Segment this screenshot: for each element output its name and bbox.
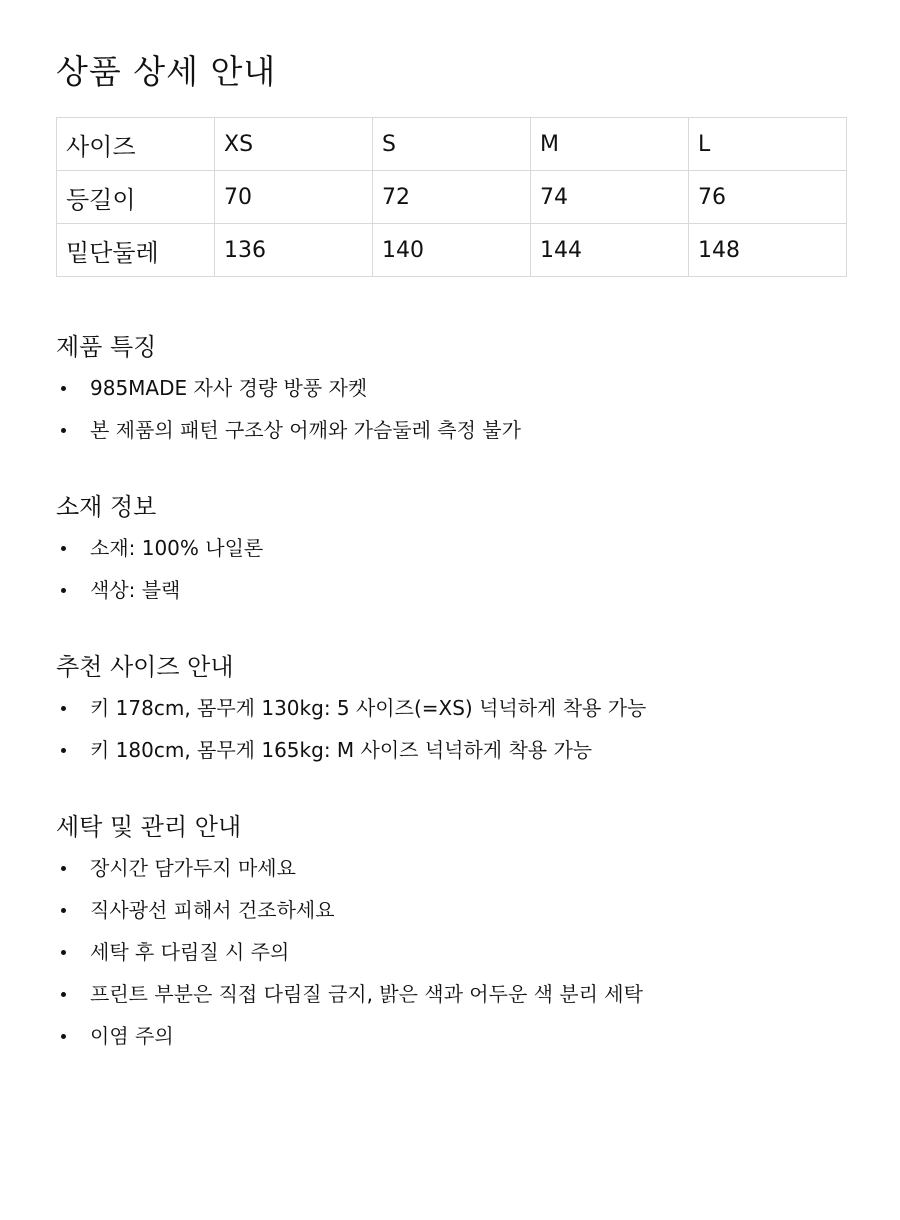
list-item-text: 직사광선 피해서 건조하세요: [90, 898, 335, 922]
recommendation-list: [56, 687, 846, 771]
material-list: [56, 527, 846, 611]
section-size-recommendation: [56, 647, 846, 771]
bullet-icon: [61, 428, 66, 433]
list-item-text: 장시간 담가두지 마세요: [90, 856, 296, 880]
bullet-icon: [61, 588, 66, 593]
row-label: 밑단둘레: [57, 224, 215, 277]
section-heading: 세탁 및 관리 안내: [56, 813, 242, 841]
list-item-text: 본 제품의 패턴 구조상 어깨와 가슴둘레 측정 불가: [90, 418, 521, 442]
list-item: [56, 527, 846, 569]
bullet-icon: [61, 748, 66, 753]
bullet-icon: [61, 1034, 66, 1039]
table-cell: M: [531, 118, 689, 171]
page-title: 상품 상세 안내: [56, 52, 277, 91]
feature-list: [56, 367, 846, 451]
list-item: [56, 729, 846, 771]
list-item: [56, 931, 846, 973]
list-item: [56, 973, 846, 1015]
table-cell: S: [373, 118, 531, 171]
table-cell: 76: [689, 171, 847, 224]
bullet-icon: [61, 386, 66, 391]
list-item: [56, 687, 846, 729]
list-item: [56, 409, 846, 451]
list-item-text: 키 180cm, 몸무게 165kg: M 사이즈 넉넉하게 착용 가능: [90, 738, 593, 762]
list-item-text: 프린트 부분은 직접 다림질 금지, 밝은 색과 어두운 색 분리 세탁: [90, 982, 643, 1006]
table-row-size: [57, 118, 847, 171]
table-row-hem: [57, 224, 847, 277]
list-item: [56, 569, 846, 611]
bullet-icon: [61, 950, 66, 955]
bullet-icon: [61, 706, 66, 711]
table-cell: 74: [531, 171, 689, 224]
section-heading: 소재 정보: [56, 493, 157, 521]
section-product-features: [56, 327, 846, 451]
table-row-back-length: [57, 171, 847, 224]
bullet-icon: [61, 908, 66, 913]
table-cell: XS: [215, 118, 373, 171]
list-item: [56, 367, 846, 409]
list-item-text: 색상: 블랙: [90, 578, 181, 602]
bullet-icon: [61, 992, 66, 997]
row-label: 사이즈: [57, 118, 215, 171]
list-item-text: 소재: 100% 나일론: [90, 536, 264, 560]
section-care-instructions: [56, 807, 846, 1057]
table-cell: 70: [215, 171, 373, 224]
list-item-text: 세탁 후 다림질 시 주의: [90, 940, 290, 964]
list-item-text: 이염 주의: [90, 1024, 174, 1048]
table-cell: 72: [373, 171, 531, 224]
size-table: [56, 117, 847, 277]
list-item-text: 985MADE 자사 경량 방풍 자켓: [90, 376, 368, 400]
list-item: [56, 847, 846, 889]
table-cell: 140: [373, 224, 531, 277]
section-heading: 추천 사이즈 안내: [56, 653, 234, 681]
section-material-info: [56, 487, 846, 611]
bullet-icon: [61, 546, 66, 551]
list-item: [56, 1015, 846, 1057]
care-list: [56, 847, 846, 1057]
list-item-text: 키 178cm, 몸무게 130kg: 5 사이즈(=XS) 넉넉하게 착용 가능: [90, 696, 647, 720]
table-cell: 136: [215, 224, 373, 277]
table-cell: 148: [689, 224, 847, 277]
table-cell: 144: [531, 224, 689, 277]
section-heading: 제품 특징: [56, 333, 157, 361]
table-cell: L: [689, 118, 847, 171]
row-label: 등길이: [57, 171, 215, 224]
bullet-icon: [61, 866, 66, 871]
list-item: [56, 889, 846, 931]
